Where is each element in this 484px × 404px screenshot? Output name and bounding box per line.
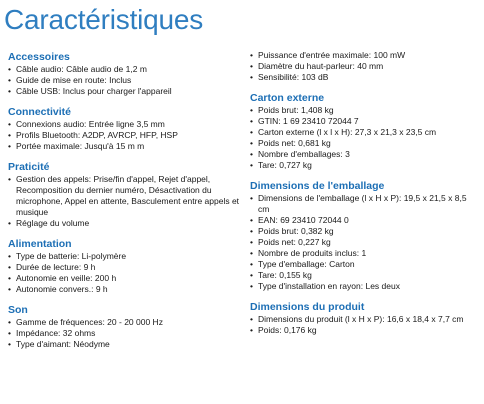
- page-title: Caractéristiques: [4, 4, 204, 35]
- spec-item: • Impédance: 32 ohms: [8, 328, 240, 339]
- section-heading: Carton externe: [250, 92, 325, 104]
- spec-item: • Type d'aimant: Néodyme: [8, 339, 240, 350]
- spec-item: • Dimensions du produit (l x H x P): 16,6 x 18,4 x 7,7 cm: [250, 314, 480, 325]
- spec-list: [250, 193, 480, 292]
- spec-item: • Connexions audio: Entrée ligne 3,5 mm: [8, 119, 240, 130]
- spec-item: • Tare: 0,155 kg: [250, 270, 480, 281]
- right-column: [250, 50, 480, 344]
- spec-list: [8, 119, 240, 152]
- spec-item: • Portée maximale: Jusqu'à 15 m m: [8, 141, 240, 152]
- left-column: [8, 50, 240, 358]
- spec-item: • Type de batterie: Li-polymère: [8, 251, 240, 262]
- spec-item: • Poids: 0,176 kg: [250, 325, 480, 336]
- spec-item: • Carton externe (l x l x H): 27,3 x 21,3 x 23,5 cm: [250, 127, 480, 138]
- spec-item: • Diamètre du haut-parleur: 40 mm: [250, 61, 480, 72]
- spec-item: • Tare: 0,727 kg: [250, 160, 480, 171]
- spec-item: • Poids brut: 1,408 kg: [250, 105, 480, 116]
- spec-item: • Gamme de fréquences: 20 - 20 000 Hz: [8, 317, 240, 328]
- section-heading: Dimensions de l'emballage: [250, 180, 385, 192]
- spec-item: • Profils Bluetooth: A2DP, AVRCP, HFP, HSP: [8, 130, 240, 141]
- section-carton-externe: [250, 91, 480, 171]
- spec-item: • Nombre d'emballages: 3: [250, 149, 480, 160]
- spec-item: • Câble USB: Inclus pour charger l'appareil: [8, 86, 240, 97]
- spec-item: • GTIN: 1 69 23410 72044 7: [250, 116, 480, 127]
- spec-item: • Autonomie en veille: 200 h: [8, 273, 240, 284]
- spec-item: • Poids brut: 0,382 kg: [250, 226, 480, 237]
- section-heading: Son: [8, 304, 28, 316]
- section-son: [8, 303, 240, 350]
- spec-item: • Durée de lecture: 9 h: [8, 262, 240, 273]
- spec-list: [250, 50, 480, 83]
- spec-list: [250, 314, 480, 336]
- section-heading: Dimensions du produit: [250, 301, 365, 313]
- spec-item: • Type d'emballage: Carton: [250, 259, 480, 270]
- spec-list: [8, 317, 240, 350]
- section-praticite: [8, 160, 240, 229]
- spec-item: • Type d'installation en rayon: Les deux: [250, 281, 480, 292]
- spec-list: [8, 64, 240, 97]
- section-dimensions-produit: [250, 300, 480, 336]
- spec-item: • EAN: 69 23410 72044 0: [250, 215, 480, 226]
- spec-item: • Sensibilité: 103 dB: [250, 72, 480, 83]
- spec-item: • Nombre de produits inclus: 1: [250, 248, 480, 259]
- spec-list: [250, 105, 480, 171]
- spec-item: • Dimensions de l'emballage (l x H x P): 19,5 x 21,5 x 8,5 cm: [250, 193, 480, 215]
- section-dimensions-emballage: [250, 179, 480, 292]
- section-heading: Accessoires: [8, 51, 70, 63]
- section-heading: Alimentation: [8, 238, 72, 250]
- spec-item: • Réglage du volume: [8, 218, 240, 229]
- spec-item: • Câble audio: Câble audio de 1,2 m: [8, 64, 240, 75]
- spec-item: • Poids net: 0,681 kg: [250, 138, 480, 149]
- spec-item: • Puissance d'entrée maximale: 100 mW: [250, 50, 480, 61]
- section-connectivite: [8, 105, 240, 152]
- section-alimentation: [8, 237, 240, 295]
- spec-list: [8, 174, 240, 229]
- section-heading: Connectivité: [8, 106, 72, 118]
- spec-list: [8, 251, 240, 295]
- spec-item: • Autonomie convers.: 9 h: [8, 284, 240, 295]
- spec-item: • Gestion des appels: Prise/fin d'appel, Rejet d'appel, Recomposition du dernier numéro, Désactivation du microphone, Appel en attente, Basculement entre appels et musique: [8, 174, 240, 218]
- section-son-continued: [250, 50, 480, 83]
- spec-item: • Guide de mise en route: Inclus: [8, 75, 240, 86]
- section-heading: Praticité: [8, 161, 50, 173]
- spec-item: • Poids net: 0,227 kg: [250, 237, 480, 248]
- section-accessoires: [8, 50, 240, 97]
